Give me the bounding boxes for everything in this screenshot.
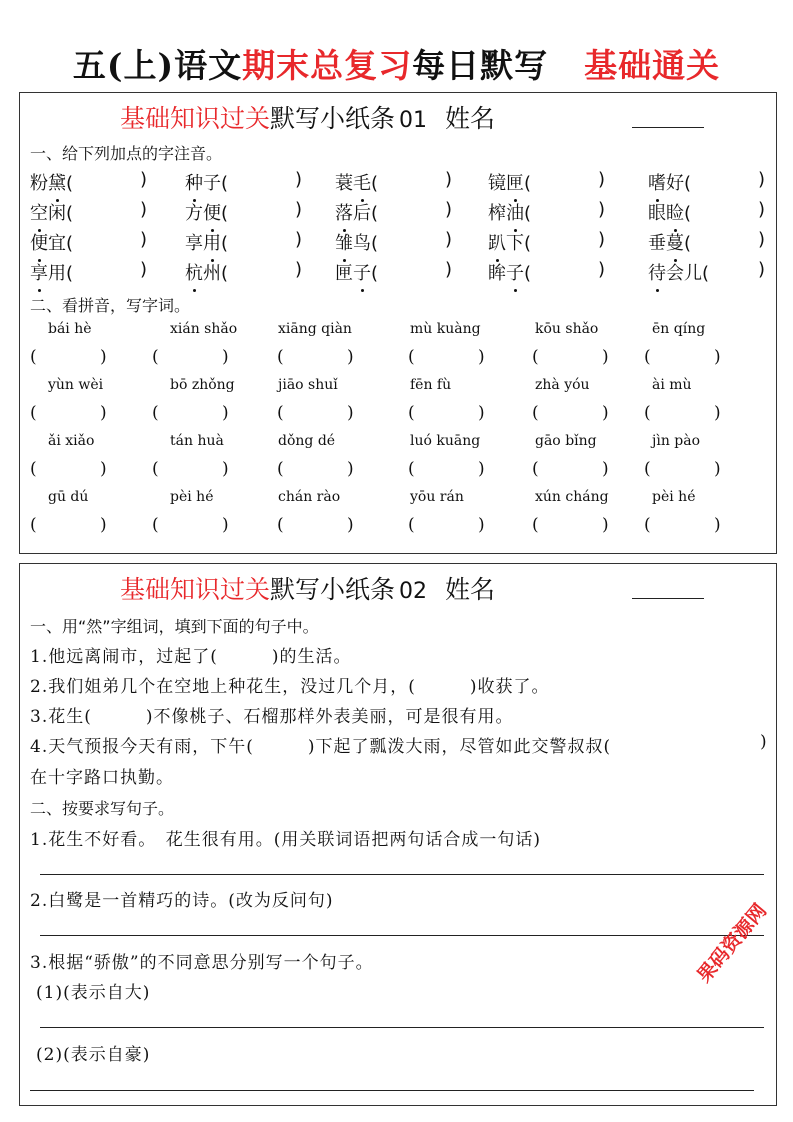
answer-paren-open[interactable]: ( (532, 403, 539, 423)
word-char: 镜 (488, 173, 506, 194)
answer-paren-open[interactable]: ( (524, 263, 532, 284)
answer-paren-close: ) (100, 515, 107, 535)
answer-paren-open[interactable]: ( (408, 347, 415, 367)
title-part4: 基础通关 (584, 46, 721, 85)
question-4: 4.天气预报今天有雨，下午( )下起了瓢泼大雨，尽管如此交警叔叔( (30, 737, 612, 757)
answer-paren-close: ) (602, 515, 609, 535)
sentence-task-1: 1.花生不好看。 花生很有用。(用关联词语把两句话合成一句话) (30, 830, 541, 850)
sentence-task-3a: (1)(表示自大) (36, 983, 151, 1003)
question-3: 3.花生( )不像桃子、石榴那样外表美丽，可是很有用。 (30, 707, 514, 727)
dotted-char: 用 (203, 229, 221, 255)
dotted-char: 杭 (185, 259, 203, 285)
pinyin-text: xián shǎo (170, 321, 238, 337)
word-item (335, 199, 453, 225)
answer-paren-close: ) (478, 347, 485, 367)
word-item (648, 259, 766, 285)
pinyin-text: jiāo shuǐ (278, 377, 338, 393)
pinyin-text: bái hè (48, 321, 92, 337)
dotted-char: 子 (353, 259, 371, 285)
name-label: 姓名 (445, 104, 496, 133)
answer-paren-open[interactable]: ( (524, 203, 532, 224)
pinyin-text: luó kuāng (410, 433, 481, 449)
word-char: 州 (203, 263, 221, 284)
answer-paren-open[interactable]: ( (702, 263, 710, 284)
sentence-task-3b: (2)(表示自豪) (36, 1045, 151, 1065)
answer-paren-close: ) (140, 169, 148, 190)
dotted-char: 子 (506, 259, 524, 285)
pinyin-text: mù kuàng (410, 321, 481, 337)
pinyin-text: gāo bǐng (535, 433, 597, 449)
dotted-char: 便 (30, 229, 48, 255)
answer-paren-close: ) (758, 259, 766, 280)
answer-paren-close: ) (758, 229, 766, 250)
dotted-char: 嗜 (648, 169, 666, 195)
answer-paren-close: ) (714, 347, 721, 367)
answer-paren-open[interactable]: ( (684, 203, 692, 224)
answer-paren-open[interactable]: ( (152, 459, 159, 479)
dotted-char: 趴 (488, 229, 506, 255)
dotted-char: 落 (335, 199, 353, 225)
word-item (185, 259, 303, 285)
word-char: 后 (353, 203, 371, 224)
word-item (185, 229, 303, 255)
answer-paren-close: ) (598, 259, 606, 280)
word-char: 下 (506, 233, 524, 254)
word-item (488, 169, 606, 195)
answer-paren-open[interactable]: ( (277, 515, 284, 535)
word-char: 宜 (48, 233, 66, 254)
dotted-char: 毛 (353, 169, 371, 195)
section-1-heading: 一、给下列加点的字注音。 (30, 144, 223, 163)
word-item (488, 199, 606, 225)
answer-paren-close: ) (295, 229, 303, 250)
answer-paren-open[interactable]: ( (66, 233, 74, 254)
answer-line-2[interactable] (40, 935, 764, 936)
word-char: 会儿 (666, 263, 702, 284)
answer-paren-close: ) (140, 259, 148, 280)
word-char: 榨 (488, 203, 506, 224)
word-item (648, 229, 766, 255)
card-header-black: 默写小纸条 (270, 575, 396, 604)
pinyin-text: jìn pào (652, 433, 701, 449)
answer-paren-open[interactable]: ( (532, 347, 539, 367)
dotted-char: 享 (30, 259, 48, 285)
question-1: 1.他远离闹市，过起了( )的生活。 (30, 647, 352, 667)
pinyin-text: pèi hé (170, 489, 214, 505)
answer-paren-close: ) (758, 169, 766, 190)
name-label: 姓名 (445, 575, 496, 604)
pinyin-text: zhà yóu (535, 377, 590, 393)
answer-paren-open[interactable]: ( (532, 459, 539, 479)
watermark-text: 果码资源网 (693, 899, 771, 987)
card-header (120, 570, 495, 606)
answer-paren-close: ) (347, 459, 354, 479)
answer-paren-close: ) (602, 459, 609, 479)
answer-paren-open[interactable]: ( (30, 459, 37, 479)
answer-paren-close: ) (445, 169, 453, 190)
answer-paren-open[interactable]: ( (644, 347, 651, 367)
answer-paren-close: ) (445, 199, 453, 220)
answer-paren-open[interactable]: ( (221, 203, 229, 224)
dotted-char: 种 (185, 169, 203, 195)
word-item (335, 229, 453, 255)
title-part1: 五(上)语文 (72, 46, 243, 85)
question-4-cont: 在十字路口执勤。 (30, 768, 174, 788)
answer-paren-close: ) (478, 459, 485, 479)
answer-paren-close: ) (478, 403, 485, 423)
answer-paren-open[interactable]: ( (66, 173, 74, 194)
pinyin-text: yùn wèi (48, 377, 104, 393)
answer-paren-close: ) (598, 229, 606, 250)
word-char: 子 (203, 173, 221, 194)
word-char: 用 (48, 263, 66, 284)
word-char: 垂 (648, 233, 666, 254)
word-item (335, 259, 453, 285)
answer-line-3a[interactable] (40, 1027, 764, 1028)
answer-paren-open[interactable]: ( (532, 515, 539, 535)
section-2-heading: 二、看拼音，写字词。 (30, 296, 191, 315)
answer-paren-open[interactable]: ( (524, 233, 532, 254)
answer-line-1[interactable] (40, 874, 764, 875)
answer-paren-open[interactable]: ( (30, 515, 37, 535)
answer-paren-close: ) (714, 403, 721, 423)
answer-paren-open[interactable]: ( (66, 203, 74, 224)
name-field-line[interactable] (632, 598, 704, 599)
answer-paren-close: ) (295, 199, 303, 220)
dotted-char: 便 (203, 199, 221, 225)
answer-paren-close: ) (445, 259, 453, 280)
answer-paren-close: ) (140, 229, 148, 250)
word-item (335, 169, 453, 195)
answer-paren-open[interactable]: ( (371, 203, 379, 224)
answer-paren-open[interactable]: ( (408, 459, 415, 479)
pinyin-text: kōu shǎo (535, 321, 599, 337)
answer-paren-open[interactable]: ( (371, 173, 379, 194)
pinyin-text: ǎi xiǎo (48, 433, 95, 449)
card-number: 01 (399, 108, 428, 133)
card-header (120, 99, 495, 135)
answer-paren-close: ) (598, 169, 606, 190)
word-item (648, 169, 766, 195)
dotted-char: 待 (648, 259, 666, 285)
answer-paren-close: ) (140, 199, 148, 220)
word-char: 眼 (648, 203, 666, 224)
answer-paren-open[interactable]: ( (371, 233, 379, 254)
section-1-heading: 一、用“然”字组词，填到下面的句子中。 (30, 617, 319, 636)
pinyin-text: ēn qíng (652, 321, 706, 337)
title-part3: 每日默写 (412, 46, 549, 85)
card-header-red: 基础知识过关 (120, 575, 271, 604)
word-item (30, 169, 148, 195)
answer-line-3b[interactable] (30, 1090, 754, 1091)
word-char: 鸟 (353, 233, 371, 254)
word-char: 享 (185, 233, 203, 254)
word-char: 粉 (30, 173, 48, 194)
answer-paren-close: ) (347, 347, 354, 367)
answer-paren-open[interactable]: ( (277, 459, 284, 479)
dotted-char: 油 (506, 199, 524, 225)
answer-paren-close: ) (602, 347, 609, 367)
pinyin-text: yōu rán (410, 489, 464, 505)
word-char: 方 (185, 203, 203, 224)
dictation-card-01 (19, 92, 777, 554)
answer-paren-open[interactable]: ( (277, 347, 284, 367)
dotted-char: 匣 (506, 169, 524, 195)
sentence-task-2: 2.白鹭是一首精巧的诗。(改为反问句) (30, 891, 334, 911)
pinyin-text: tán huà (170, 433, 224, 449)
word-item (488, 229, 606, 255)
card-header-red: 基础知识过关 (120, 104, 271, 133)
answer-paren-close: ) (598, 199, 606, 220)
pinyin-text: chán rào (278, 489, 341, 505)
word-char: 闲 (48, 203, 66, 224)
answer-paren-open[interactable]: ( (66, 263, 74, 284)
answer-paren-close: ) (295, 169, 303, 190)
answer-paren-open[interactable]: ( (221, 233, 229, 254)
word-char: 匣 (335, 263, 353, 284)
answer-paren-close: ) (714, 459, 721, 479)
pinyin-text: bō zhǒng (170, 377, 235, 393)
dotted-char: 黛 (48, 169, 66, 195)
section-2-heading: 二、按要求写句子。 (30, 799, 175, 818)
word-item (648, 199, 766, 225)
card-number: 02 (399, 579, 428, 604)
word-char: 好 (666, 173, 684, 194)
name-field-line[interactable] (632, 127, 704, 128)
answer-paren-open[interactable]: ( (684, 173, 692, 194)
pinyin-text: dǒng dé (278, 433, 336, 449)
answer-paren-open[interactable]: ( (152, 515, 159, 535)
dictation-card-02 (19, 563, 777, 1106)
answer-paren-close: ) (295, 259, 303, 280)
pinyin-text: xiāng qiàn (278, 321, 352, 337)
answer-paren-close: ) (222, 459, 229, 479)
pinyin-text: ài mù (652, 377, 692, 393)
answer-paren-open[interactable]: ( (684, 233, 692, 254)
answer-paren-close: ) (100, 459, 107, 479)
answer-paren-close: ) (602, 403, 609, 423)
answer-paren-open[interactable]: ( (221, 173, 229, 194)
answer-paren-close: ) (478, 515, 485, 535)
answer-paren-close: ) (758, 199, 766, 220)
page-title (0, 40, 793, 87)
card-header-black: 默写小纸条 (270, 104, 396, 133)
answer-paren-close: ) (100, 347, 107, 367)
word-item (185, 199, 303, 225)
answer-paren-open[interactable]: ( (30, 403, 37, 423)
answer-paren-open[interactable]: ( (221, 263, 229, 284)
sentence-task-3: 3.根据“骄傲”的不同意思分别写一个句子。 (30, 953, 374, 973)
question-4-close-paren: ) (760, 732, 768, 752)
answer-paren-open[interactable]: ( (408, 403, 415, 423)
answer-paren-open[interactable]: ( (524, 173, 532, 194)
answer-paren-open[interactable]: ( (277, 403, 284, 423)
title-part2: 期末总复习 (242, 46, 413, 85)
dotted-char: 睑 (666, 199, 684, 225)
dotted-char: 空 (30, 199, 48, 225)
answer-paren-close: ) (222, 347, 229, 367)
word-item (488, 259, 606, 285)
answer-paren-open[interactable]: ( (371, 263, 379, 284)
pinyin-text: pèi hé (652, 489, 696, 505)
word-item (30, 259, 148, 285)
word-item (30, 229, 148, 255)
pinyin-text: gū dú (48, 489, 89, 505)
answer-paren-open[interactable]: ( (408, 515, 415, 535)
answer-paren-open[interactable]: ( (644, 515, 651, 535)
answer-paren-open[interactable]: ( (30, 347, 37, 367)
word-item (30, 199, 148, 225)
pinyin-text: xún cháng (535, 489, 609, 505)
question-2: 2.我们姐弟几个在空地上种花生，没过几个月，( )收获了。 (30, 677, 550, 697)
answer-paren-close: ) (222, 403, 229, 423)
answer-paren-close: ) (714, 515, 721, 535)
answer-paren-close: ) (222, 515, 229, 535)
word-item (185, 169, 303, 195)
answer-paren-close: ) (347, 403, 354, 423)
answer-paren-close: ) (100, 403, 107, 423)
answer-paren-open[interactable]: ( (152, 347, 159, 367)
answer-paren-open[interactable]: ( (644, 459, 651, 479)
answer-paren-close: ) (445, 229, 453, 250)
pinyin-text: fēn fù (410, 377, 452, 393)
answer-paren-open[interactable]: ( (152, 403, 159, 423)
word-char: 眸 (488, 263, 506, 284)
answer-paren-open[interactable]: ( (644, 403, 651, 423)
word-char: 蓑 (335, 173, 353, 194)
answer-paren-close: ) (347, 515, 354, 535)
dotted-char: 蔓 (666, 229, 684, 255)
dotted-char: 雏 (335, 229, 353, 255)
